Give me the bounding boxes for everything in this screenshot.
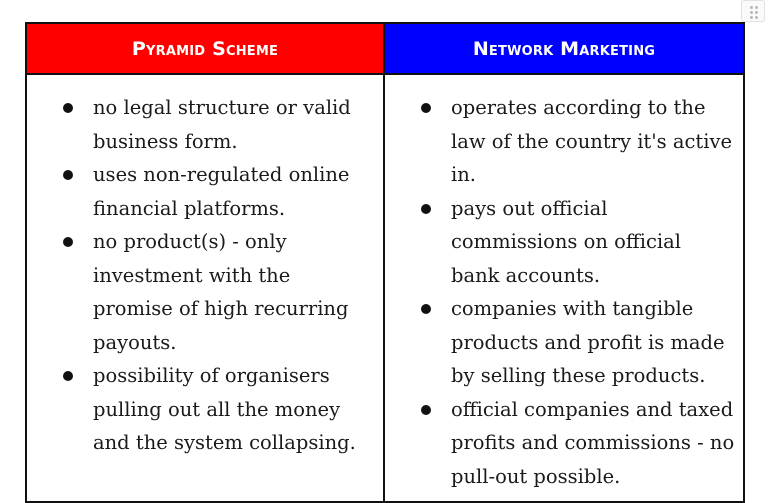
list-item — [399, 192, 735, 293]
list-item — [399, 393, 735, 494]
drag-dot — [755, 6, 758, 9]
drag-dot — [750, 6, 753, 9]
bullet-icon — [63, 237, 73, 247]
list-item — [41, 158, 375, 225]
bullet-icon — [63, 170, 73, 180]
header-pyramid-scheme: Pyramid Scheme — [26, 23, 384, 74]
bullet-icon — [63, 103, 73, 113]
drag-dot — [750, 11, 753, 14]
list-item-text: possibility of organisers pulling out all the money and the system collapsing. — [93, 364, 356, 454]
bullet-icon — [421, 103, 431, 113]
network-marketing-cell — [384, 74, 744, 502]
bullet-icon — [63, 371, 73, 381]
bullet-icon — [421, 304, 431, 314]
list-item-text: uses non-regulated online financial platforms. — [93, 163, 350, 220]
drag-dot — [750, 16, 753, 19]
list-item-text: pays out official commissions on official bank accounts. — [451, 196, 681, 287]
bullet-icon — [421, 204, 431, 214]
list-item — [399, 91, 735, 192]
list-item-text: official companies and taxed profits and commissions - no pull-out possible. — [451, 397, 735, 488]
drag-dot — [755, 16, 758, 19]
content-row — [26, 74, 744, 502]
header-network-marketing: Network Marketing — [384, 23, 744, 74]
list-item-text: no legal structure or valid business form. — [93, 96, 351, 153]
list-item-text: companies with tangible products and profit is made by selling these products. — [451, 297, 725, 387]
network-marketing-list — [399, 91, 735, 493]
pyramid-scheme-list — [41, 91, 375, 460]
comparison-table — [25, 22, 745, 503]
list-item — [41, 225, 375, 359]
drag-dot — [755, 11, 758, 14]
list-item — [41, 359, 375, 460]
list-item-text: operates according to the law of the country it's active in. — [451, 96, 733, 186]
list-item — [41, 91, 375, 158]
bullet-icon — [421, 405, 431, 415]
drag-handle-icon[interactable] — [741, 0, 765, 22]
list-item-text: no product(s) - only investment with the promise of high recurring payouts. — [93, 230, 349, 354]
header-row — [26, 23, 744, 74]
pyramid-scheme-cell — [26, 74, 384, 502]
list-item — [399, 292, 735, 393]
